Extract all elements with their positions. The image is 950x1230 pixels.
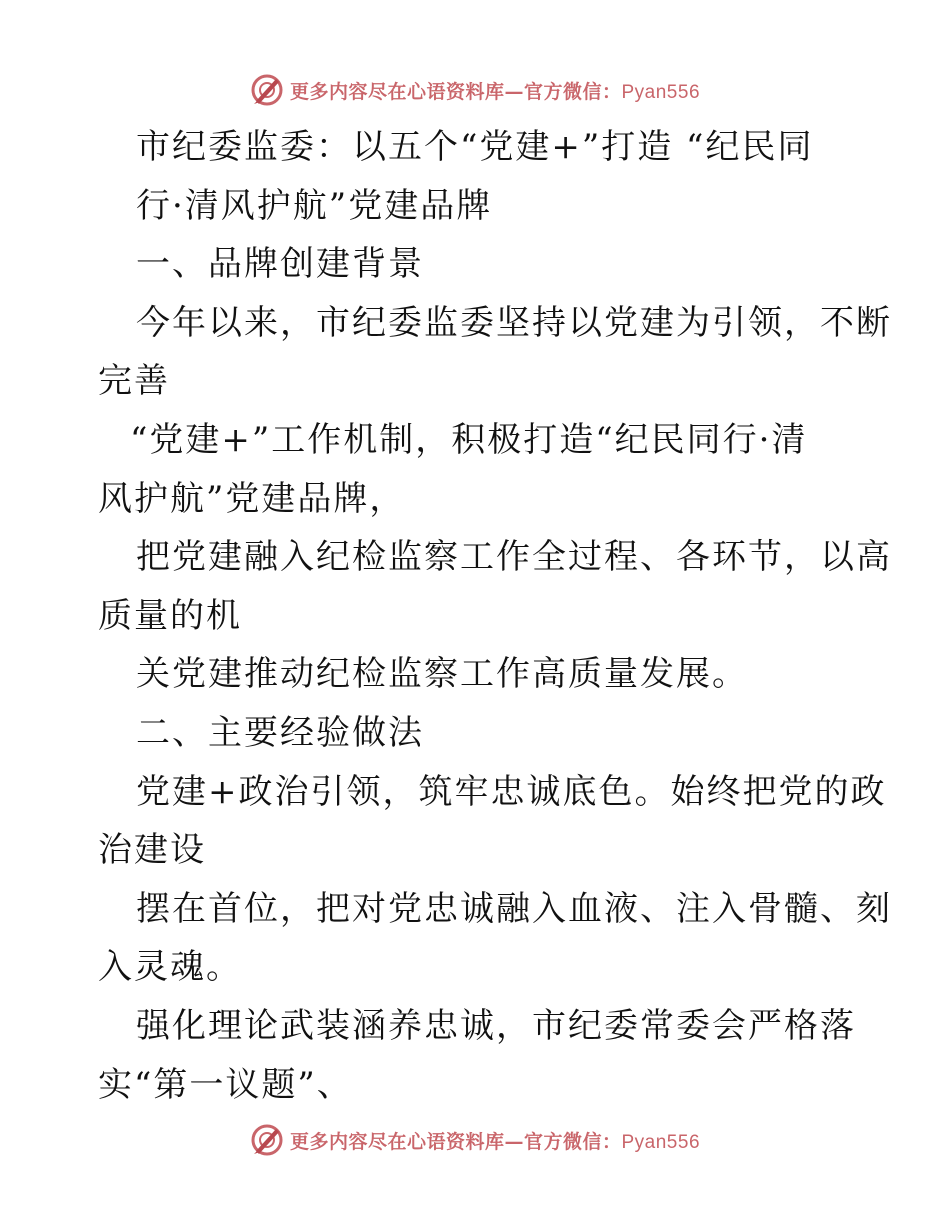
watermark-text: 更多内容尽在心语资料库—官方微信：Pyan556 — [289, 1130, 701, 1153]
paragraph-line: 治建设 — [98, 830, 206, 871]
paragraph-line: 把党建融入纪检监察工作全过程、各环节，以高 — [136, 537, 892, 578]
paragraph-line: 实“第一议题”、 — [98, 1064, 353, 1105]
footer-watermark — [0, 1122, 950, 1158]
paragraph-line: 强化理论武装涵养忠诚，市纪委常委会严格落 — [136, 1005, 856, 1046]
title-line-2: 行·清风护航”党建品牌 — [136, 185, 493, 226]
paragraph-line: 入灵魂。 — [98, 947, 242, 988]
paragraph-line: 摆在首位，把对党忠诚融入血液、注入骨髓、刻 — [136, 888, 892, 929]
paragraph-line: 党建+政治引领，筑牢忠诚底色。始终把党的政 — [136, 771, 887, 812]
paragraph-line: 关党建推动纪检监察工作高质量发展。 — [136, 654, 748, 695]
brush-logo-icon — [250, 1123, 284, 1157]
watermark-text: 更多内容尽在心语资料库—官方微信：Pyan556 — [289, 80, 701, 103]
title-line-1: 市纪委监委：以五个“党建+”打造 “纪民同 — [136, 127, 814, 167]
section-heading-2: 二、主要经验做法 — [136, 712, 424, 753]
paragraph-line: 风护航”党建品牌， — [98, 478, 406, 519]
brush-logo-icon — [250, 73, 284, 107]
section-heading-1: 一、品牌创建背景 — [136, 244, 424, 285]
paragraph-line: 质量的机 — [98, 595, 242, 636]
paragraph-line: 今年以来，市纪委监委坚持以党建为引领，不断 — [136, 302, 892, 343]
paragraph-line: 完善 — [98, 361, 170, 402]
paragraph-line: “党建+”工作机制，积极打造“纪民同行·清 — [130, 419, 808, 460]
header-watermark — [0, 72, 950, 108]
document-body — [98, 118, 892, 1114]
